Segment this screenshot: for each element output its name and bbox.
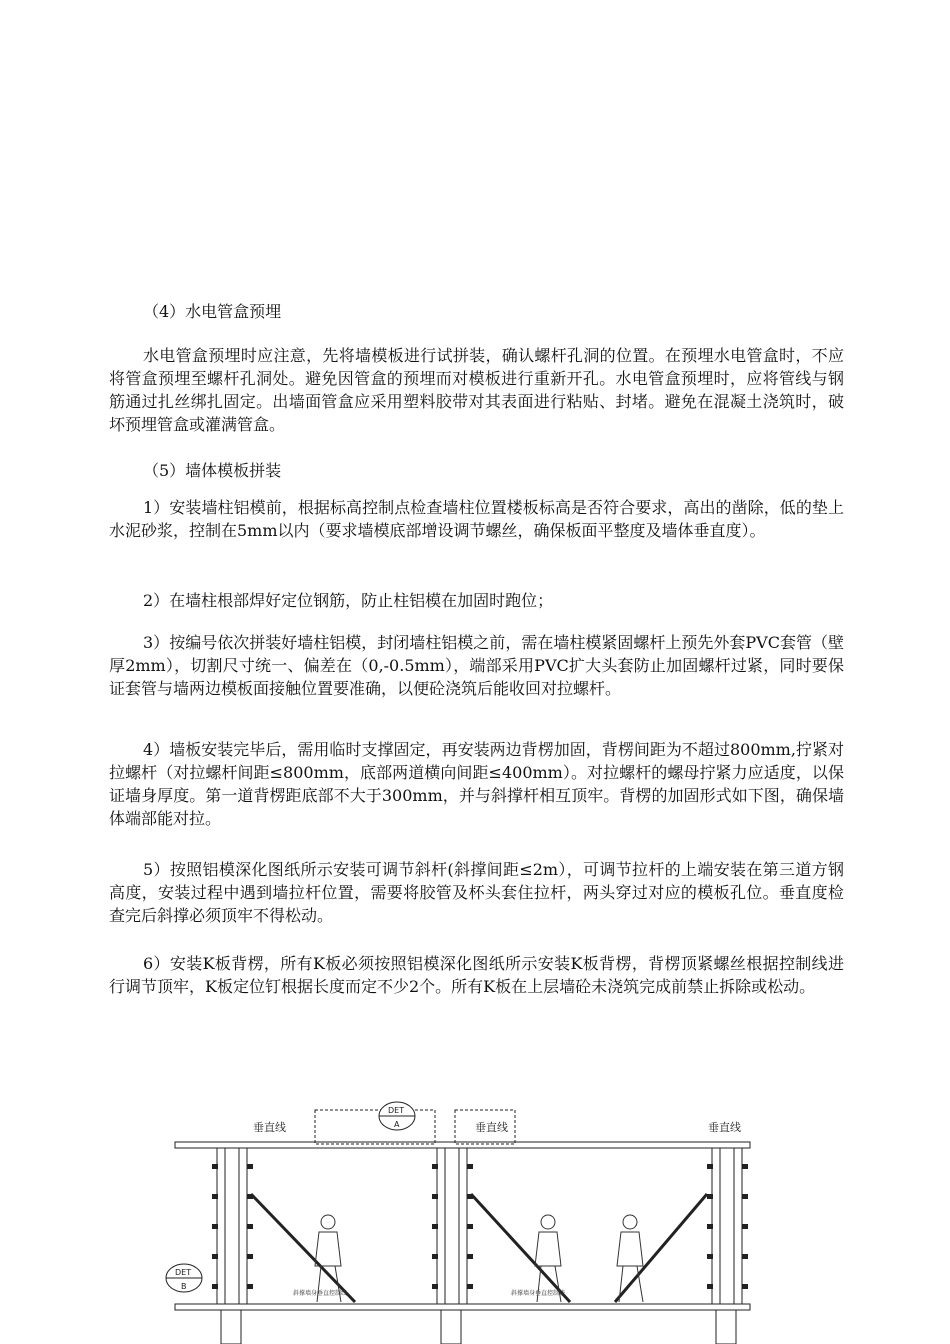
floor-note-middle: 斜撑墙身垂直控制线 (511, 1290, 566, 1297)
footing-middle (441, 1310, 461, 1344)
diagonal-braces (251, 1194, 707, 1302)
svg-text:B: B (181, 1282, 187, 1291)
svg-text:A: A (394, 1120, 400, 1129)
plumb-line-label-left: 垂直线 (253, 1121, 286, 1134)
section-4-heading: （4）水电管盒预埋 (143, 302, 282, 321)
step-6-paragraph: 6）安装K板背楞，所有K板必须按照铝模深化图纸所示安装K板背楞，背楞顶紧螺丝根据控制线进行调节顶牢，K板定位钉根据长度而定不少2个。所有K板在上层墙砼未浇筑完成前禁止拆除或松动。 (109, 954, 844, 996)
svg-text:DET: DET (175, 1268, 192, 1277)
step-3-paragraph: 3）按编号依次拼装好墙柱铝模，封闭墙柱铝模之前，需在墙柱模紧固螺杆上预先外套PVC套管（壁厚2mm），切割尺寸统一、偏差在（0,-0.5mm），端部采用PVC扩大头套防止加固螺杆过紧，同时要保证套管与墙两边模板面接触位置要准确，以便砼浇筑后能收回对拉螺杆。 (109, 633, 844, 698)
section-5-heading: （5）墙体模板拼装 (143, 461, 282, 480)
step-5-paragraph: 5）按照铝模深化图纸所示安装可调节斜杆(斜撑间距≤2m），可调节拉杆的上端安装在第三道方钢高度，安装过程中遇到墙拉杆位置，需要将胶管及杯头套住拉杆，两头穿过对应的模板孔位。垂直度检查完后斜撑必须顶牢不得松动。 (109, 860, 844, 925)
formwork-drawing (165, 1098, 785, 1344)
section-4-paragraph: 水电管盒预埋时应注意，先将墙模板进行试拼装，确认螺杆孔洞的位置。在预埋水电管盒时，不应将管盒预埋至螺杆孔洞处。避免因管盒的预埋而对模板进行重新开孔。水电管盒预埋时，应将管线与钢筋通过扎丝绑扎固定。出墙面管盒应采用塑料胶带对其表面进行粘贴、封堵。避免在混凝土浇筑时，破坏预埋管盒或灌满管盒。 (109, 346, 844, 434)
wall-right (720, 1148, 734, 1304)
wall-left (225, 1148, 239, 1304)
plumb-line-label-right: 垂直线 (708, 1121, 741, 1134)
wall-middle (445, 1148, 459, 1304)
plumb-line-label-middle: 垂直线 (475, 1121, 508, 1134)
floor-note-left: 斜撑墙身垂直控制线 (293, 1290, 348, 1297)
footing-left (221, 1310, 241, 1344)
formwork-diagram (165, 1098, 785, 1344)
top-slab (175, 1142, 750, 1148)
wale-markers (212, 1164, 748, 1289)
svg-text:DET: DET (388, 1106, 405, 1115)
step-2-paragraph: 2）在墙柱根部焊好定位钢筋，防止柱铝模在加固时跑位； (143, 591, 554, 610)
footing-right (716, 1310, 736, 1344)
detail-a-marker (379, 1102, 415, 1130)
beam-detail (315, 1110, 435, 1144)
step-4-paragraph: 4）墙板安装完毕后，需用临时支撑固定，再安装两边背楞加固，背楞间距为不超过800mm,拧紧对拉螺杆（对拉螺杆间距≤800mm，底部两道横向间距≤400mm）。对拉螺杆的螺母拧紧力应适度，以保证墙身厚度。第一道背楞距底部不大于300mm，并与斜撑杆相互顶牢。背楞的加固形式如下图，确保墙体端部能对拉。 (109, 740, 844, 828)
step-1-paragraph: 1）安装墙柱铝模前，根据标高控制点检查墙柱位置楼板标高是否符合要求，高出的凿除，低的垫上水泥砂浆，控制在5mm以内（要求墙模底部增设调节螺丝，确保板面平整度及墙体垂直度）。 (109, 498, 844, 540)
bottom-slab (175, 1304, 750, 1310)
worker-figures (315, 1215, 643, 1302)
detail-b-marker (166, 1264, 202, 1292)
